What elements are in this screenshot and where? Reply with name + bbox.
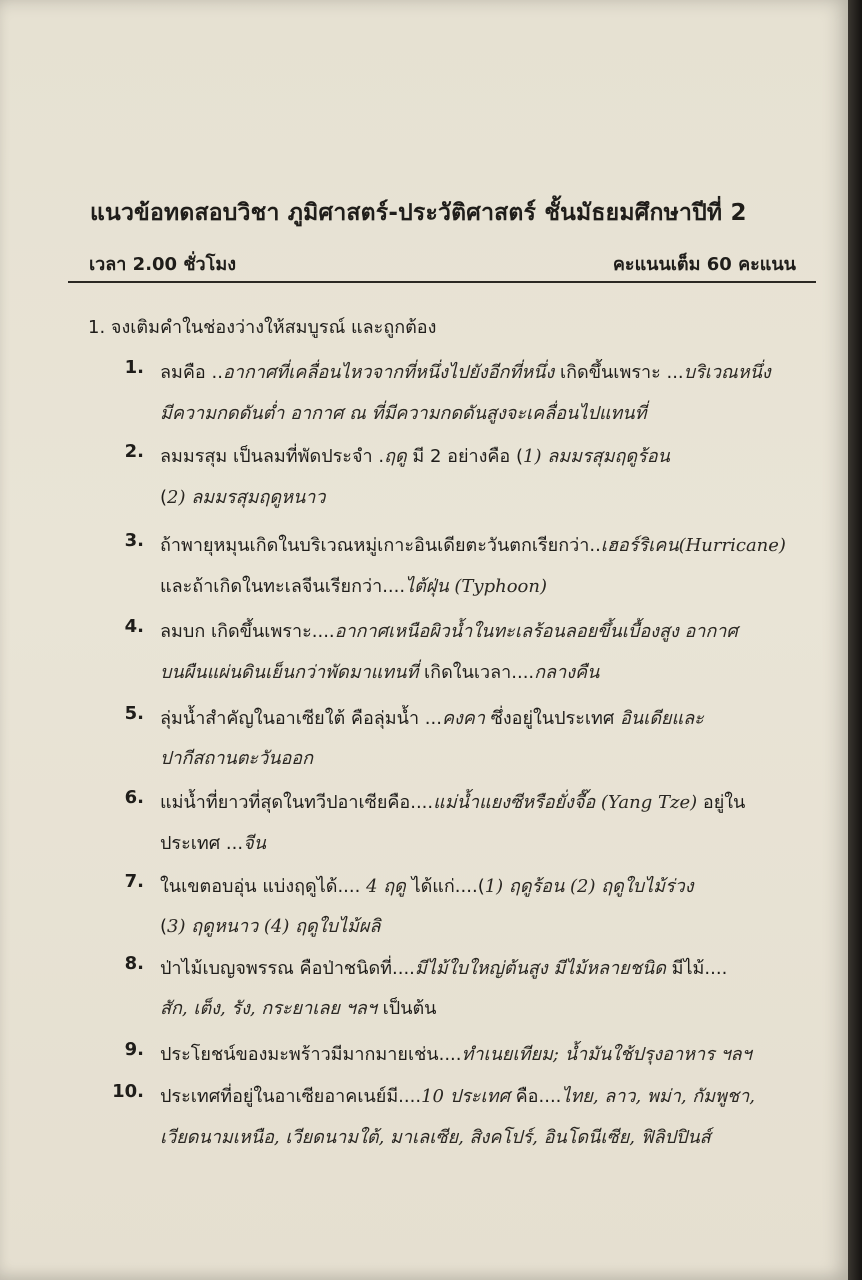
question-number: 5. xyxy=(124,703,144,724)
question-line xyxy=(160,703,810,732)
time-label: เวลา 2.00 ชั่วโมง xyxy=(89,254,236,275)
question-line xyxy=(160,743,810,772)
prompt-text: ป่าไม้เบญจพรรณ คือป่าชนิดที่.... xyxy=(160,958,415,979)
answer-text: อินเดียและ xyxy=(620,708,704,729)
answer-text: 4 ฤดู xyxy=(366,876,406,897)
prompt-text: เป็นต้น xyxy=(376,998,437,1019)
header-divider xyxy=(68,281,816,283)
prompt-text: ลมคือ .. xyxy=(160,362,223,383)
question-line xyxy=(160,953,810,982)
question-line xyxy=(160,787,810,816)
question-number: 4. xyxy=(124,616,144,637)
prompt-text: ถ้าพายุหมุนเกิดในบริเวณหมู่เกาะอินเดียตะวันตกเรียกว่า.. xyxy=(160,535,601,556)
answer-text: 1) ลมมรสุมฤดูร้อน xyxy=(523,446,670,467)
answer-text: ไต้ฝุ่น (Typhoon) xyxy=(405,576,547,597)
answer-text: คงคา xyxy=(441,708,485,729)
answer-text: บนผืนแผ่นดินเย็นกว่าพัดมาแทนที่ xyxy=(160,662,419,683)
answer-text: มีไม้ใบใหญ่ต้นสูง มีไม้หลายชนิด xyxy=(414,958,666,979)
answer-text: ไทย, ลาว, พม่า, กัมพูชา, xyxy=(561,1086,755,1107)
question-line xyxy=(160,911,810,940)
question-number: 6. xyxy=(124,787,144,808)
question-number: 8. xyxy=(124,953,144,974)
prompt-text: อยู่ใน xyxy=(697,792,746,813)
question-line xyxy=(160,441,810,470)
question-number: 2. xyxy=(124,441,144,462)
answer-text: สัก, เต็ง, รัง, กระยาเลย ฯลฯ xyxy=(160,998,377,1019)
prompt-text: ลมบก เกิดขึ้นเพราะ.... xyxy=(160,621,335,642)
section-heading: 1. จงเติมคำในช่องว่างให้สมบูรณ์ และถูกต้อง xyxy=(88,317,437,338)
answer-text: ปากีสถานตะวันออก xyxy=(160,748,314,769)
prompt-text: ลุ่มน้ำสำคัญในอาเซียใต้ คือลุ่มน้ำ ... xyxy=(160,708,442,729)
answer-text: 1) ฤดูร้อน (2) ฤดูใบไม้ร่วง xyxy=(484,876,694,897)
answer-text: ทำเนยเทียม; น้ำมันใช้ปรุงอาหาร ฯลฯ xyxy=(461,1044,752,1065)
question-number: 10. xyxy=(112,1081,144,1102)
answer-text: เฮอร์ริเคน(Hurricane) xyxy=(600,535,786,556)
prompt-text: ประเทศ ... xyxy=(160,833,244,854)
prompt-text: ประเทศที่อยู่ในอาเซียอาคเนย์มี.... xyxy=(160,1086,422,1107)
question-number: 3. xyxy=(124,530,144,551)
prompt-text: ซึ่งอยู่ในประเทศ xyxy=(484,708,621,729)
prompt-text: และถ้าเกิดในทะเลจีนเรียกว่า.... xyxy=(160,576,406,597)
score-label: คะแนนเต็ม 60 คะแนน xyxy=(612,254,796,275)
question-line xyxy=(160,871,810,900)
prompt-text: ได้แก่....( xyxy=(405,876,485,897)
prompt-text: คือ.... xyxy=(509,1086,562,1107)
answer-text: 2) ลมมรสุมฤดูหนาว xyxy=(167,487,326,508)
question-line xyxy=(160,616,810,645)
question-number: 7. xyxy=(124,871,144,892)
prompt-text: ลมมรสุม เป็นลมที่พัดประจำ . xyxy=(160,446,385,467)
answer-text: แม่น้ำแยงซีหรือยั่งจื๊อ (Yang Tze) xyxy=(433,792,698,813)
prompt-text: ในเขตอบอุ่น แบ่งฤดูได้.... xyxy=(160,876,367,897)
answer-text: อากาศเหนือผิวน้ำในทะเลร้อนลอยขึ้นเบื้องสูง อากาศ xyxy=(334,621,738,642)
paper-edge-shadow xyxy=(848,0,862,1280)
question-line xyxy=(160,993,810,1022)
answer-text: 10 ประเทศ xyxy=(421,1086,510,1107)
answer-text: จีน xyxy=(243,833,266,854)
prompt-text: แม่น้ำที่ยาวที่สุดในทวีปอาเซียคือ.... xyxy=(160,792,434,813)
answer-text: มีความกดดันต่ำ อากาศ ณ ที่มีความกดดันสูงจะเคลื่อนไปแทนที่ xyxy=(160,403,647,424)
answer-text: 3) ฤดูหนาว (4) ฤดูใบไม้ผลิ xyxy=(167,916,381,937)
question-line xyxy=(160,357,810,386)
prompt-text: มี 2 อย่างคือ ( xyxy=(406,446,523,467)
prompt-text: ( xyxy=(160,916,168,937)
question-line xyxy=(160,398,810,427)
question-line xyxy=(160,1122,810,1151)
question-line xyxy=(160,1039,810,1068)
question-line xyxy=(160,1081,810,1110)
question-number: 1. xyxy=(124,357,144,378)
answer-text: บริเวณหนึ่ง xyxy=(683,362,771,383)
prompt-text: มีไม้.... xyxy=(665,958,728,979)
answer-text: ฤดู xyxy=(384,446,407,467)
prompt-text: เกิดในเวลา.... xyxy=(418,662,535,683)
answer-text: กลางคืน xyxy=(534,662,600,683)
exam-title: แนวข้อทดสอบวิชา ภูมิศาสตร์-ประวัติศาสตร์ ชั้นมัธยมศึกษาปีที่ 2 xyxy=(90,200,747,226)
question-number: 9. xyxy=(124,1039,144,1060)
answer-text: เวียดนามเหนือ, เวียดนามใต้, มาเลเซีย, สิงคโปร์, อินโดนีเซีย, ฟิลิปปินส์ xyxy=(160,1127,711,1148)
question-line xyxy=(160,657,810,686)
question-line xyxy=(160,530,810,559)
prompt-text: เกิดขึ้นเพราะ ... xyxy=(554,362,684,383)
prompt-text: ( xyxy=(160,487,168,508)
prompt-text: ประโยชน์ของมะพร้าวมีมากมายเช่น.... xyxy=(160,1044,462,1065)
answer-text: อากาศที่เคลื่อนไหวจากที่หนึ่งไปยังอีกที่หนึ่ง xyxy=(222,362,555,383)
question-line xyxy=(160,482,810,511)
question-line xyxy=(160,828,810,857)
question-line xyxy=(160,571,810,600)
